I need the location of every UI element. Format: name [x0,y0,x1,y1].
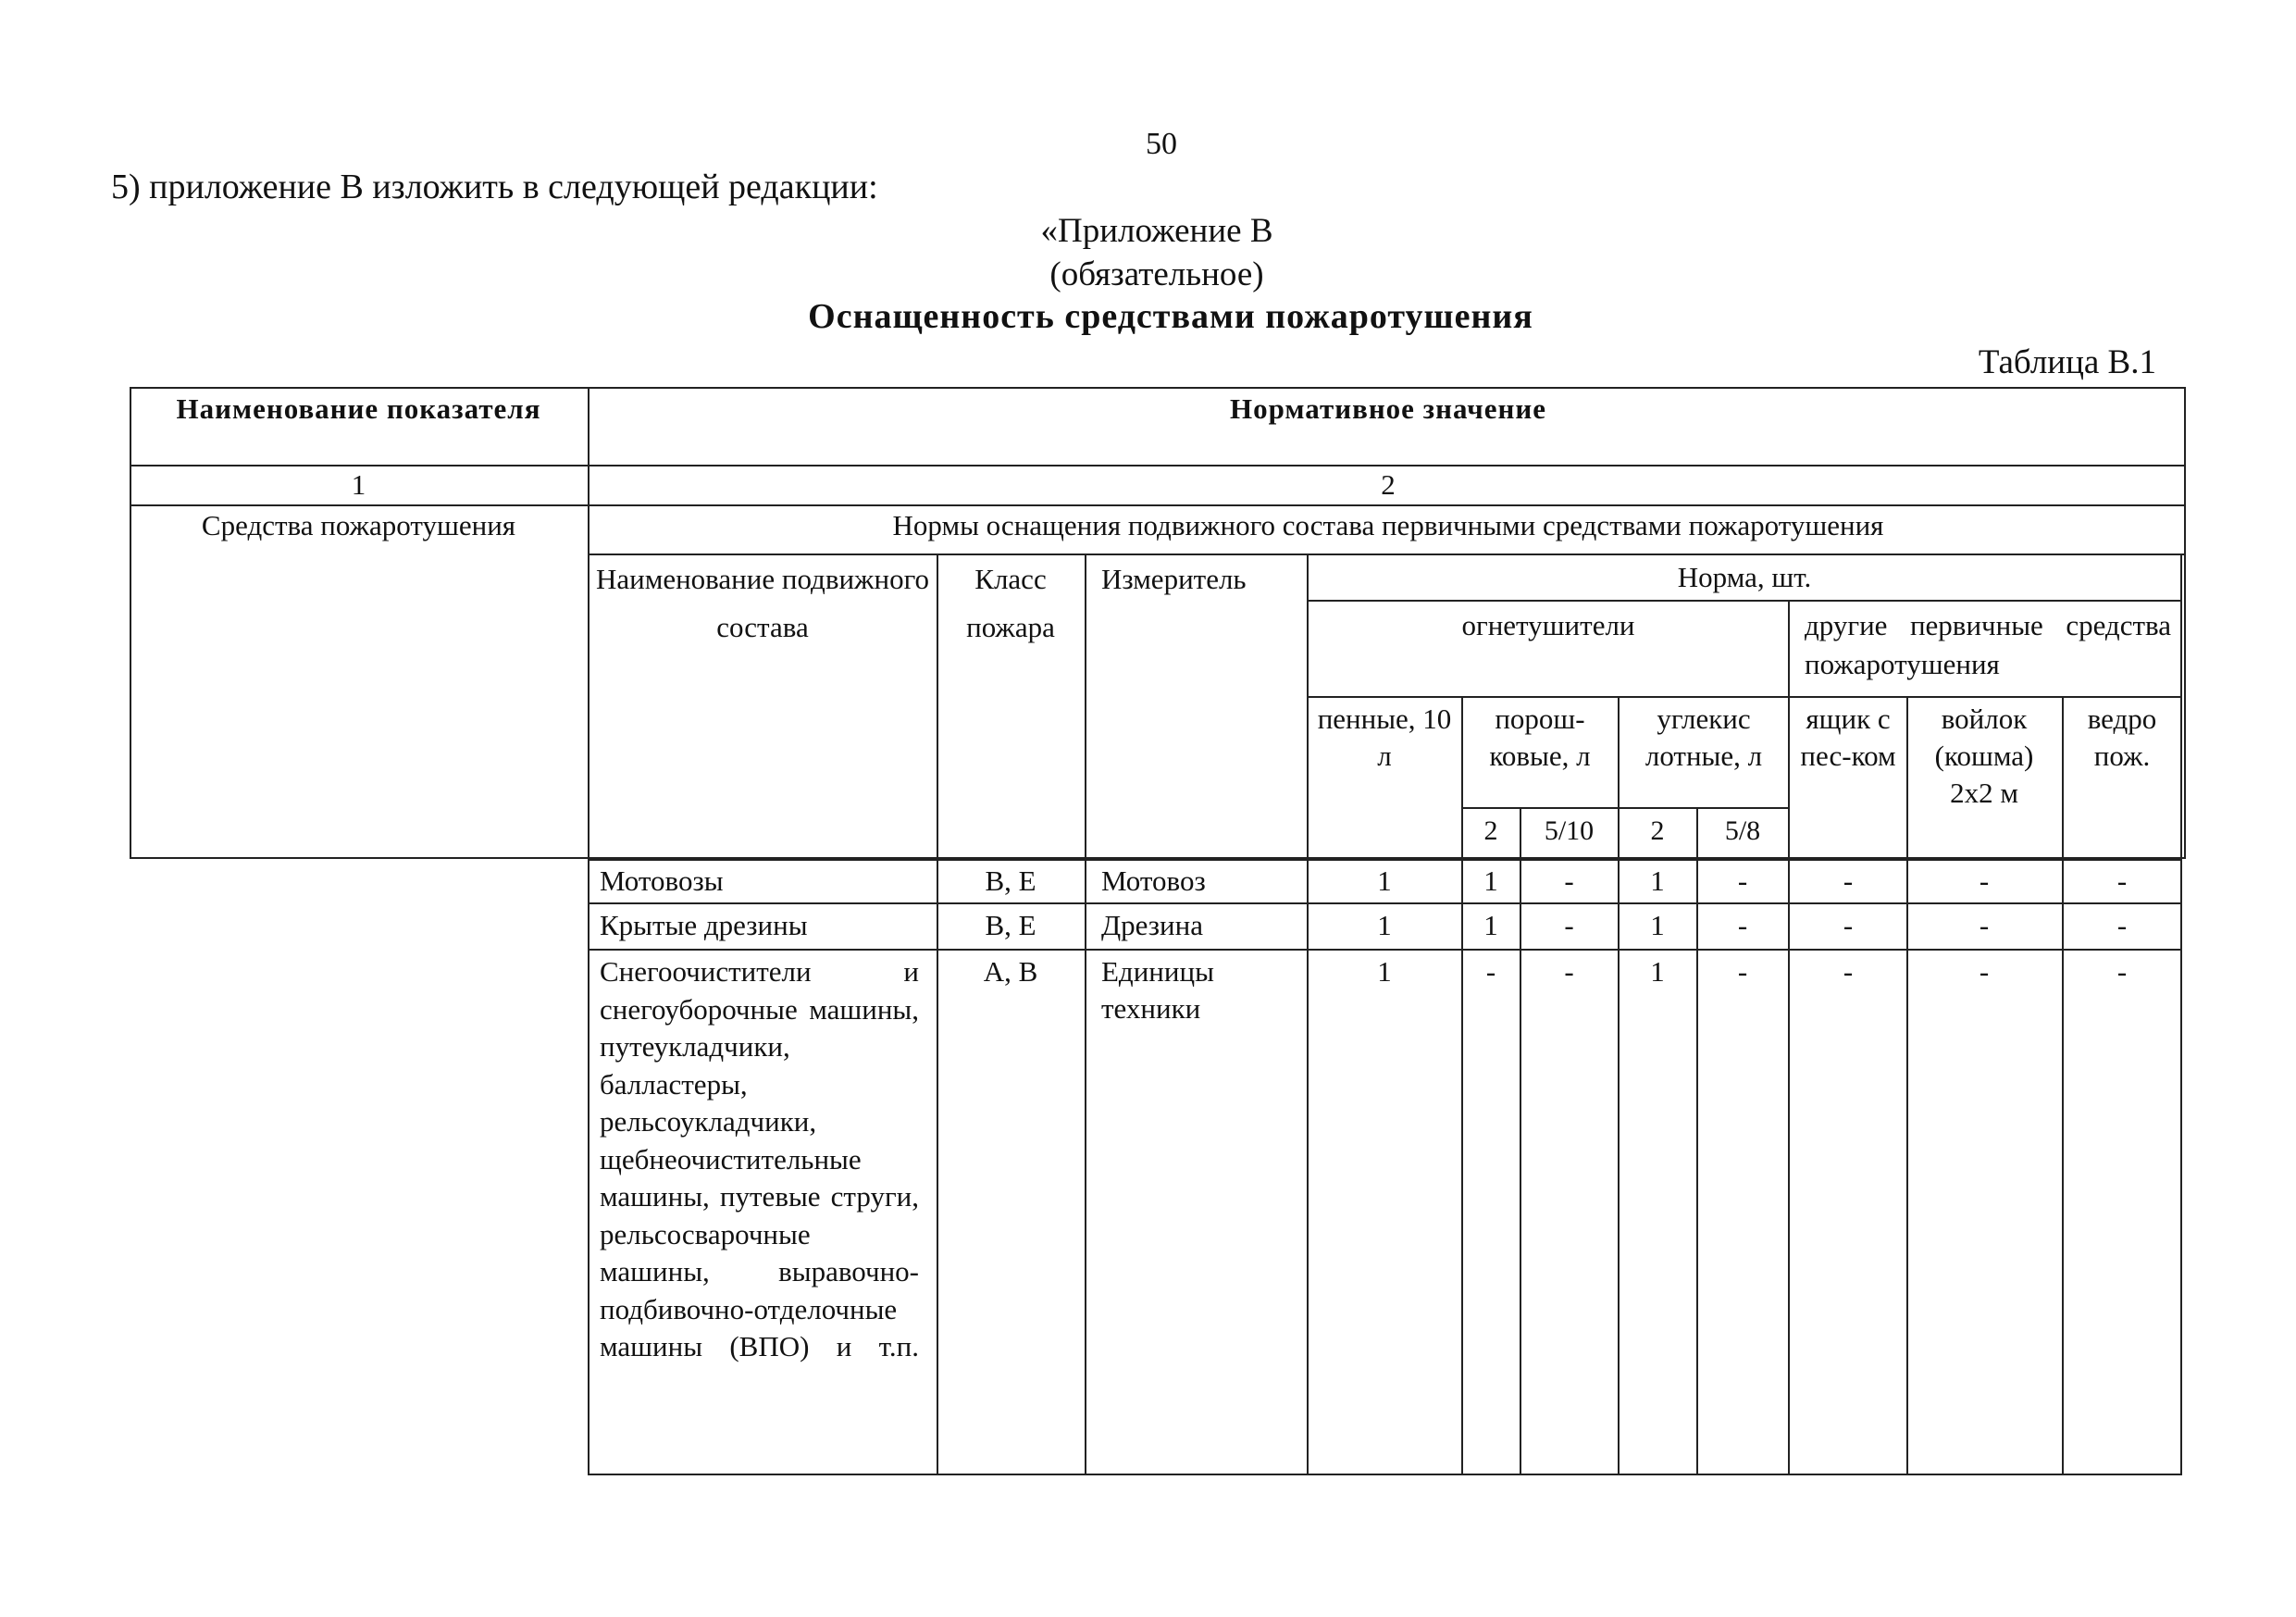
fire-class: В, Е [985,864,1036,897]
header-powder-2: 2 [1483,815,1498,846]
inner-vline [1307,554,1309,1474]
rolling-stock-name: Мотовозы [600,864,724,897]
header-norm: Норма, шт. [1677,561,1812,593]
felt-value: - [1979,909,1990,941]
bucket-value: - [2116,864,2128,897]
table-number: Таблица В.1 [1978,343,2156,381]
header-rolling-stock-name: Наименование подвижного состава [595,563,930,643]
outer-row-divider [130,504,2186,506]
header-powder: порош-ковые, л [1489,703,1591,772]
header-extinguishers: огнетушители [1461,609,1635,641]
sand-box-value: - [1843,909,1854,941]
header-meter: Измеритель [1101,563,1247,595]
powder-5-10-value: - [1564,955,1574,988]
co2-2-value: 1 [1650,864,1665,897]
co2-2-value: 1 [1650,955,1665,988]
header-co2: углекис лотные, л [1644,703,1763,772]
inner-hline [1307,696,2182,698]
page-number: 50 [1146,127,1177,161]
meter: Мотовоз [1101,864,1206,897]
inner-hline [588,859,2182,861]
powder-2-value: 1 [1483,909,1498,941]
powder-5-10-value: - [1564,909,1574,941]
powder-5-10-value: - [1564,864,1574,897]
appendix-subtitle: (обязательное) [1049,255,1264,293]
header-sand-box: ящик с пес-ком [1800,703,1896,772]
fire-class: В, Е [985,909,1036,941]
inner-hline [588,1474,2182,1475]
foam-value: 1 [1377,955,1392,988]
header-powder-5-10: 5/10 [1544,815,1595,846]
rolling-stock-name: Крытые дрезины [600,909,808,941]
meter: Единицы техники [1101,955,1214,1025]
inner-vline [937,554,938,1474]
col2-number: 2 [1381,468,1396,501]
header-co2-5-8: 5/8 [1724,815,1761,846]
inner-vline [588,554,590,1474]
foam-value: 1 [1377,864,1392,897]
col1-header: Наименование показателя [176,392,541,425]
header-foam: пенные, 10 л [1317,703,1452,772]
inner-hline [588,902,2182,904]
header-other-means: другие первичные средства пожаротушения [1805,609,2171,680]
header-felt: войлок (кошма) 2х2 м [1934,703,2034,809]
powder-2-value: - [1485,955,1496,988]
co2-5-8-value: - [1737,955,1748,988]
inner-hline [1307,600,2182,602]
sand-box-value: - [1843,864,1854,897]
felt-value: - [1979,955,1990,988]
inner-vline [1085,554,1086,1474]
fire-class: А, В [983,955,1038,988]
inner-vline [1788,600,1790,1474]
col2-header: Нормативное значение [1230,392,1546,425]
inner-vline [2180,554,2182,1474]
powder-2-value: 1 [1483,864,1498,897]
sand-box-value: - [1843,955,1854,988]
appendix-title: «Приложение В [1040,212,1273,250]
inner-hline [588,949,2182,951]
foam-value: 1 [1377,909,1392,941]
inner-hline [1461,807,1788,809]
co2-5-8-value: - [1737,864,1748,897]
header-co2-2: 2 [1650,815,1665,846]
co2-5-8-value: - [1737,909,1748,941]
inner-vline [1906,696,1908,1474]
row-title: Нормы оснащения подвижного состава первичными средствами пожаротушения [892,509,1884,541]
felt-value: - [1979,864,1990,897]
meter: Дрезина [1101,909,1203,941]
intro-text: 5) приложение В изложить в следующей редакции: [111,168,878,206]
row-label: Средства пожаротушения [201,509,516,541]
inner-vline [2062,696,2064,1474]
co2-2-value: 1 [1650,909,1665,941]
header-bucket: ведро пож. [2087,703,2157,772]
col1-number: 1 [351,468,366,501]
appendix-heading: Оснащенность средствами пожаротушения [808,297,1533,336]
rolling-stock-name: Снегоочистители и снегоуборочные машины, путеукладчики, балластеры, рельсоукладчики, щебнеочистительные машины, путевые струги, рельсосварочные машины, выравочно-подбивочно-отделочные машины (ВПО) и т.п. [600,955,919,1362]
bucket-value: - [2116,955,2128,988]
header-fire-class: Класс пожара [966,563,1055,643]
bucket-value: - [2116,909,2128,941]
